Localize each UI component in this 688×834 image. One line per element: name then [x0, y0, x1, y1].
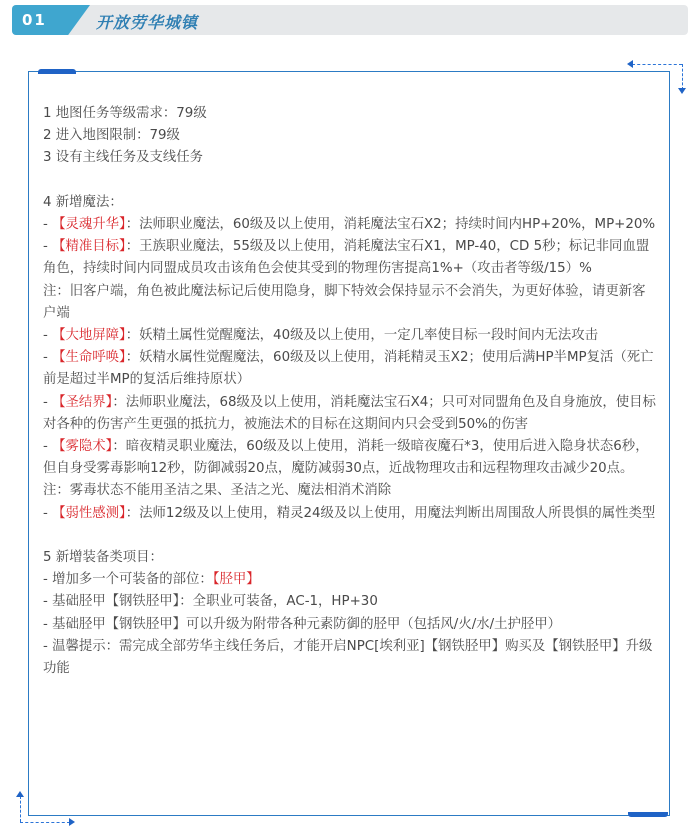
new-equipment-heading: 5 新增装备类项目： — [43, 550, 163, 566]
map-level-requirement: 1 地图任务等级需求：79级 — [43, 106, 207, 121]
spell-entry: - 【圣结界】：法师职业魔法，68级及以上使用，消耗魔法宝石X4；只可对同盟角色及自身施放，使目标对各种的伤害产生更强的抵抗力，被施法术的目标在这期间内只会受到50%的伤害 — [43, 394, 656, 432]
spell-name: 【雾隐术】 — [52, 439, 113, 455]
arrow-down-icon — [678, 88, 686, 94]
spell-name: 【大地屏障】 — [52, 328, 126, 344]
arrow-left-icon — [627, 60, 633, 68]
frame-tab-bottom-right — [628, 812, 668, 817]
spell-entry: - 【雾隐术】：暗夜精灵职业魔法，60级及以上使用，消耗一级暗夜魔石*3，使用后进入隐身状态6秒，但自身受雾毒影响12秒，防御减弱20点，魔防减弱30点，近战物理攻击和远程物理攻击减少20点。注：雾毒状态不能用圣洁之果、圣洁之光、魔法相消术消除 — [43, 439, 649, 499]
spell-name: 【灵魂升华】 — [52, 217, 126, 232]
spell-description: ：法师职业魔法，68级及以上使用，消耗魔法宝石X4；只可对同盟角色及自身施放，使目标对各种的伤害产生更强的抵抗力，被施法术的目标在这期间内只会受到50%的伤害 — [43, 394, 656, 432]
section-title: 开放劳华城镇 — [96, 13, 199, 32]
spell-description: ：暗夜精灵职业魔法，60级及以上使用，消耗一级暗夜魔石*3，使用后进入隐身状态6秒，但自身受雾毒影响12秒，防御减弱20点，魔防减弱30点，近战物理攻击和远程物理攻击减少20点。注：雾毒状态不能用圣洁之果、圣洁之光、魔法相消术消除 — [43, 439, 649, 499]
spell-entry: - 【弱性感测】：法师12级及以上使用，精灵24级及以上使用，用魔法判断出周围敌人所畏惧的属性类型 — [43, 505, 656, 521]
equipment-item: - 基础胫甲【钢铁胫甲】：全职业可装备，AC-1，HP+30 — [43, 594, 378, 610]
corner-dash-top-right-vertical — [682, 64, 683, 90]
spell-entry: - 【生命呼唤】：妖精水属性觉醒魔法，60级及以上使用，消耗精灵玉X2；使用后满HP半MP复活（死亡前是超过半MP的复活后维持原状） — [43, 350, 654, 388]
section-header — [12, 5, 688, 35]
spell-note: 注：旧客户端，角色被此魔法标记后使用隐身，脚下特效会保持显示不会消失，为更好体验，请更新客户端 — [43, 283, 646, 321]
spell-name: 【精准目标】 — [52, 239, 126, 255]
spell-name: 【生命呼唤】 — [52, 350, 126, 366]
spell-entry: - 【灵魂升华】：法师职业魔法，60级及以上使用，消耗魔法宝石X2；持续时间内HP+20%，MP+20% — [43, 217, 656, 232]
corner-dash-bottom-left-vertical — [20, 796, 21, 822]
corner-dash-bottom-left — [20, 822, 70, 823]
spell-entry: - 【精准目标】：王族职业魔法，55级及以上使用，消耗魔法宝石X1，MP-40，CD 5秒；标记非同血盟角色，持续时间内同盟成员攻击该角色会使其受到的物理伤害提高1%+（攻击者等级/15）% — [43, 239, 650, 277]
equipment-item: - 基础胫甲【钢铁胫甲】可以升级为附带各种元素防御的胫甲（包括风/火/水/土护胫甲） — [43, 616, 562, 632]
new-spells-heading: 4 新增魔法： — [43, 194, 123, 210]
spell-description: ：王族职业魔法，55级及以上使用，消耗魔法宝石X1，MP-40，CD 5秒；标记非同血盟角色，持续时间内同盟成员攻击该角色会使其受到的物理伤害提高1%+（攻击者等级/15）% — [43, 239, 650, 277]
patch-notes-body — [43, 103, 658, 680]
section-number: 01 — [22, 11, 47, 29]
frame-tab-top-left — [38, 69, 76, 74]
spell-name: 【弱性感测】 — [52, 505, 126, 521]
equipment-item: - 增加多一个可装备的部位：【胫甲】 — [43, 572, 260, 588]
corner-dash-top-right — [632, 64, 682, 65]
spell-name: 【圣结界】 — [52, 394, 113, 410]
spell-entry: - 【大地屏障】：妖精土属性觉醒魔法，40级及以上使用，一定几率使目标一段时间内无法攻击 — [43, 328, 599, 344]
spell-description: ：法师12级及以上使用，精灵24级及以上使用，用魔法判断出周围敌人所畏惧的属性类型 — [125, 505, 656, 521]
quest-info: 3 设有主线任务及支线任务 — [43, 150, 204, 166]
arrow-up-icon — [16, 791, 24, 797]
spell-description: ：妖精水属性觉醒魔法，60级及以上使用，消耗精灵玉X2；使用后满HP半MP复活（死亡前是超过半MP的复活后维持原状） — [43, 350, 654, 388]
map-entry-limit: 2 进入地图限制：79级 — [43, 128, 180, 144]
spell-description: ：法师职业魔法，60级及以上使用，消耗魔法宝石X2；持续时间内HP+20%，MP+20% — [125, 217, 656, 232]
equipment-slot-name: 【胫甲】 — [212, 572, 260, 588]
equipment-tip: - 温馨提示：需完成全部劳华主线任务后，才能开启NPC[埃利亚]【钢铁胫甲】购买及【钢铁胫甲】升级功能 — [43, 638, 653, 677]
spell-description: ：妖精土属性觉醒魔法，40级及以上使用，一定几率使目标一段时间内无法攻击 — [125, 328, 599, 344]
arrow-right-icon — [69, 818, 75, 826]
